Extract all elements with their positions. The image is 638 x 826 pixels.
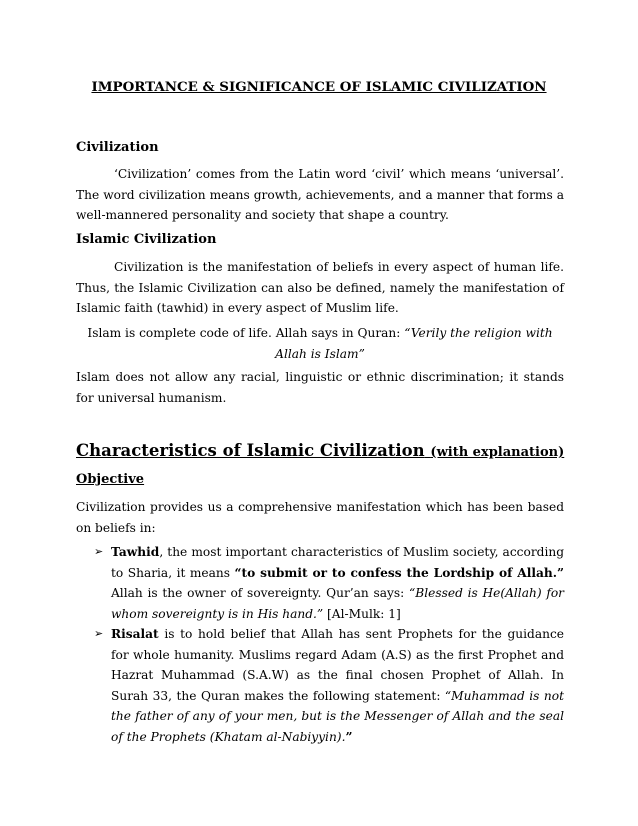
quran-quote: “Verily the religion with Allah is Islam” [275, 326, 553, 361]
term-risalat: Risalat [111, 627, 159, 641]
heading-objective: Objective [76, 472, 145, 487]
paragraph-civilization: ‘Civilization’ comes from the Latin word ‘civil’ which means ‘universal’. The word civilization means growth, achievements, and a manner that forms a well-mannered personality and society that shape a country. [76, 167, 564, 222]
tawhid-text-1: , the most important characteristics of Muslim society, according to Sharia, it means [111, 545, 564, 580]
quote-intro: Islam is complete code of life. Allah says in Quran: [87, 326, 405, 340]
risalat-text-1: is to hold belief that Allah has sent Prophets for the guidance for whole humanity. Muslims regard Adam (A.S) as the first Prophet and Hazrat Muhammad (S.A.W) as the final chosen Prophet of Allah. In Surah 33, the Quran makes the following statement: [111, 627, 564, 703]
heading-civilization: Civilization [76, 140, 159, 155]
heading-characteristics [76, 441, 564, 460]
risalat-end-quote: ” [345, 729, 353, 744]
heading-islamic-civilization: Islamic Civilization [76, 232, 217, 247]
quote-paragraph [76, 323, 564, 364]
paragraph-universal-humanism: Islam does not allow any racial, linguistic or ethnic discrimination; it stands for universal humanism. [76, 370, 564, 405]
arrow-bullet-icon: ➢ [94, 627, 104, 640]
tawhid-bold-quote: “to submit or to confess the Lordship of Allah.” [234, 565, 564, 580]
paragraph-objective: Civilization provides us a comprehensive manifestation which has been based on beliefs in: [76, 500, 564, 535]
term-tawhid: Tawhid [111, 545, 160, 559]
risalat-italic-quote: “Muhammad is not the father of any of your men, but is the Messenger of Allah and the seal of the Prophets (Khatam al-Nabiyyin). [111, 688, 564, 744]
arrow-bullet-icon: ➢ [94, 545, 104, 558]
list-item-risalat [94, 624, 564, 747]
page-title: IMPORTANCE & SIGNIFICANCE OF ISLAMIC CIVILIZATION [91, 79, 547, 95]
characteristics-suffix: (with explanation) [430, 445, 565, 460]
beliefs-list [94, 542, 564, 747]
tawhid-text-2: Allah is the owner of sovereignty. Qur’an says: [111, 586, 410, 600]
characteristics-title: Characteristics of Islamic Civilization [76, 441, 425, 460]
tawhid-citation: [Al-Mulk: 1] [323, 606, 401, 621]
list-item-tawhid [94, 542, 564, 624]
tawhid-italic-quote: “Blessed is He(Allah) for whom sovereignty is in His hand.” [111, 586, 564, 621]
paragraph-islamic-civilization: Civilization is the manifestation of beliefs in every aspect of human life. Thus, the Islamic Civilization can also be defined, namely the manifestation of Islamic faith (tawhid) in every aspect of Muslim life. [76, 260, 564, 315]
